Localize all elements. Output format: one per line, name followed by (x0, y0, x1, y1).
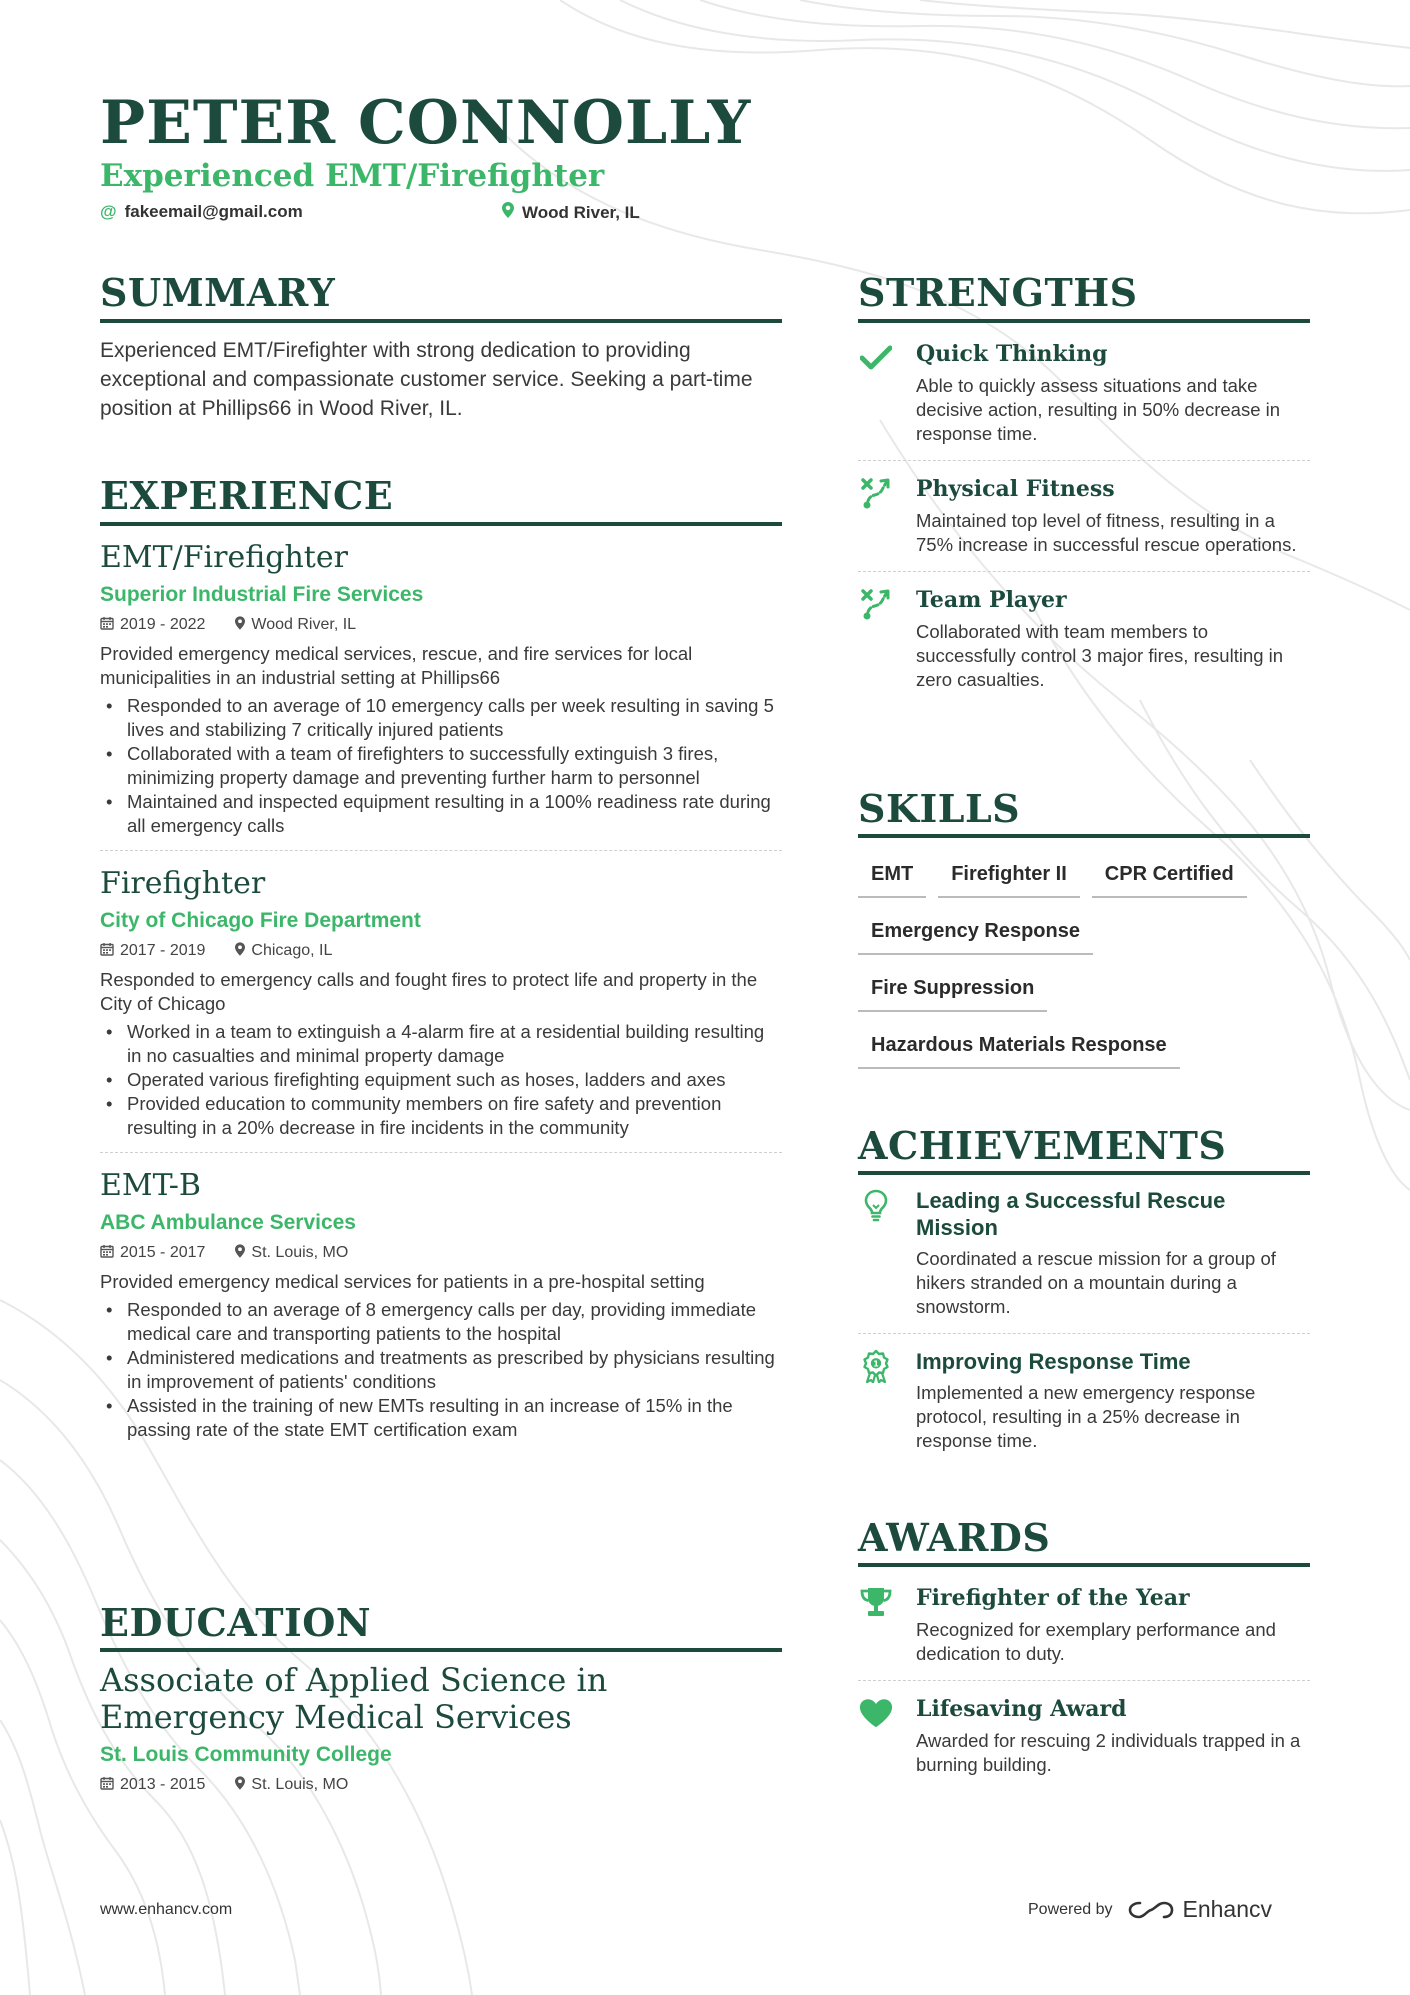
job-bullet: • Operated various firefighting equipment such as hoses, ladders and axes (100, 1068, 782, 1092)
strategy-icon (858, 588, 894, 620)
location-pin-icon (235, 1244, 245, 1262)
achievement-separator (858, 1333, 1310, 1334)
education-location: St. Louis, MO (251, 1776, 349, 1793)
job-bullet: • Worked in a team to extinguish a 4-alarm fire at a residential building resulting in no casualties and minimal property damage (100, 1020, 782, 1068)
strength-item (858, 475, 1310, 557)
achievements-heading: ACHIEVEMENTS (858, 1123, 1227, 1168)
strength-item (858, 586, 1310, 692)
achievements-section (858, 1187, 1310, 1453)
job-entry (100, 539, 782, 838)
contact-location (502, 202, 640, 223)
education-section (100, 1662, 782, 1794)
job-title: Firefighter (100, 866, 266, 901)
job-meta (100, 616, 782, 634)
job-bullets (100, 1298, 782, 1442)
enhancv-logo-text: Enhancv (1182, 1896, 1273, 1922)
school-name: St. Louis Community College (100, 1743, 392, 1766)
location-pin-icon (235, 942, 245, 960)
strength-title: Physical Fitness (916, 476, 1115, 502)
lightbulb-icon (858, 1189, 894, 1221)
job-title: EMT-B (100, 1168, 201, 1203)
award-title: Firefighter of the Year (916, 1585, 1190, 1611)
education-dates: 2013 - 2015 (120, 1776, 206, 1793)
education-divider (100, 1648, 782, 1652)
summary-text: Experienced EMT/Firefighter with strong dedication to providing exceptional and compassionate customer service. Seeking a part-time position at Phillips66 in Wood River, IL. (100, 339, 753, 420)
skill-tag: Emergency Response (858, 919, 1093, 955)
skill-tag: Firefighter II (938, 862, 1080, 898)
award-title: Lifesaving Award (916, 1696, 1127, 1722)
enhancv-logo (1127, 1896, 1273, 1923)
calendar-icon (100, 1244, 114, 1262)
job-bullet: • Assisted in the training of new EMTs resulting in an increase of 15% in the passing rate of the state EMT certification exam (100, 1394, 782, 1442)
strength-separator (858, 571, 1310, 572)
job-description: Provided emergency medical services for patients in a pre-hospital setting (100, 1271, 705, 1292)
job-company: ABC Ambulance Services (100, 1211, 356, 1234)
job-description: Provided emergency medical services, rescue, and fire services for local municipalities in an industrial setting at Phillips66 (100, 643, 693, 688)
job-company: City of Chicago Fire Department (100, 909, 421, 932)
heart-icon (858, 1697, 894, 1729)
skills-heading: SKILLS (858, 786, 1021, 831)
candidate-title: Experienced EMT/Firefighter (100, 158, 605, 194)
email-text: fakeemail@gmail.com (124, 202, 303, 221)
job-entry (100, 1167, 782, 1442)
candidate-name: PETER CONNOLLY (100, 88, 752, 158)
location-pin-icon (235, 616, 245, 634)
job-bullet: • Administered medications and treatments as prescribed by physicians resulting in improvement of patients' conditions (100, 1346, 782, 1394)
job-entry (100, 865, 782, 1140)
location-pin-icon (502, 202, 514, 223)
svg-text:1: 1 (873, 1359, 879, 1369)
job-dates: 2017 - 2019 (120, 942, 206, 959)
skills-list (858, 862, 1308, 1090)
footer-branding[interactable] (1028, 1896, 1272, 1923)
strength-description: Able to quickly assess situations and take decisive action, resulting in 50% decrease in response time. (916, 375, 1281, 444)
strength-separator (858, 460, 1310, 461)
job-company: Superior Industrial Fire Services (100, 583, 424, 606)
job-dates: 2015 - 2017 (120, 1244, 206, 1261)
strength-item (858, 340, 1310, 446)
awards-divider (858, 1563, 1310, 1567)
skill-tag: Hazardous Materials Response (858, 1033, 1180, 1069)
achievement-title: Improving Response Time (916, 1349, 1191, 1374)
summary-divider (100, 319, 782, 323)
job-title: EMT/Firefighter (100, 540, 348, 575)
experience-divider (100, 522, 782, 526)
skill-tag: CPR Certified (1092, 862, 1247, 898)
strengths-section (858, 340, 1310, 692)
achievement-title: Leading a Successful Rescue Mission (916, 1188, 1226, 1240)
strength-description: Collaborated with team members to successfully control 3 major fires, resulting in zero casualties. (916, 621, 1284, 690)
checkmark-icon (858, 342, 894, 374)
experience-section (100, 539, 782, 1442)
skill-tag: Fire Suppression (858, 976, 1047, 1012)
strengths-heading: STRENGTHS (858, 270, 1138, 315)
award-item (858, 1584, 1310, 1666)
achievement-description: Coordinated a rescue mission for a group of hikers stranded on a mountain during a snowstorm. (916, 1248, 1276, 1317)
job-separator (100, 850, 782, 851)
contact-email[interactable] (100, 202, 303, 222)
job-description: Responded to emergency calls and fought fires to protect life and property in the City of Chicago (100, 969, 758, 1014)
location-text: Wood River, IL (522, 202, 640, 222)
summary-section (100, 336, 782, 423)
footer-website-link[interactable]: www.enhancv.com (100, 1901, 233, 1918)
award-description: Recognized for exemplary performance and dedication to duty. (916, 1619, 1276, 1664)
job-location: Wood River, IL (251, 616, 357, 633)
job-meta (100, 1244, 782, 1262)
powered-by-label: Powered by (1028, 1900, 1113, 1918)
achievements-divider (858, 1171, 1310, 1175)
job-bullet: • Provided education to community members on fire safety and prevention resulting in a 20% decrease in fire incidents in the community (100, 1092, 782, 1140)
job-bullet: • Responded to an average of 10 emergency calls per week resulting in saving 5 lives and stabilizing 7 critically injured patients (100, 694, 782, 742)
award-separator (858, 1680, 1310, 1681)
strength-description: Maintained top level of fitness, resulting in a 75% increase in successful rescue operations. (916, 510, 1297, 555)
job-bullets (100, 1020, 782, 1140)
award-item (858, 1695, 1310, 1777)
job-bullet: • Collaborated with a team of firefighters to successfully extinguish 3 fires, minimizing property damage and preventing further harm to personnel (100, 742, 782, 790)
job-bullet: • Responded to an average of 8 emergency calls per day, providing immediate medical care and transporting patients to the hospital (100, 1298, 782, 1346)
job-meta (100, 942, 782, 960)
award-ribbon-icon (858, 1350, 894, 1382)
job-dates: 2019 - 2022 (120, 616, 206, 633)
calendar-icon (100, 942, 114, 960)
trophy-icon (858, 1586, 894, 1618)
achievement-item (858, 1187, 1310, 1319)
at-sign-icon: @ (100, 202, 117, 221)
job-location: St. Louis, MO (251, 1244, 349, 1261)
experience-heading: EXPERIENCE (100, 473, 394, 518)
job-location: Chicago, IL (251, 942, 333, 959)
strength-title: Quick Thinking (916, 341, 1108, 367)
enhancv-logo-icon (1127, 1898, 1175, 1922)
calendar-icon (100, 616, 114, 634)
achievement-description: Implemented a new emergency response protocol, resulting in a 25% decrease in response time. (916, 1382, 1256, 1451)
awards-section (858, 1584, 1310, 1777)
achievement-item (858, 1348, 1310, 1453)
location-pin-icon (235, 1776, 245, 1794)
calendar-icon (100, 1776, 114, 1794)
award-description: Awarded for rescuing 2 individuals trapped in a burning building. (916, 1730, 1301, 1775)
skills-divider (858, 834, 1310, 838)
summary-heading: SUMMARY (100, 270, 336, 315)
strength-title: Team Player (916, 587, 1067, 613)
awards-heading: AWARDS (858, 1515, 1051, 1560)
education-meta (100, 1776, 782, 1794)
skill-tag: EMT (858, 862, 926, 898)
job-bullets (100, 694, 782, 838)
job-separator (100, 1152, 782, 1153)
job-bullet: • Maintained and inspected equipment resulting in a 100% readiness rate during all emergency calls (100, 790, 782, 838)
strategy-icon (858, 477, 894, 509)
education-heading: EDUCATION (100, 1600, 372, 1645)
degree-title: Associate of Applied Science in Emergency Medical Services (100, 1661, 608, 1736)
strengths-divider (858, 319, 1310, 323)
